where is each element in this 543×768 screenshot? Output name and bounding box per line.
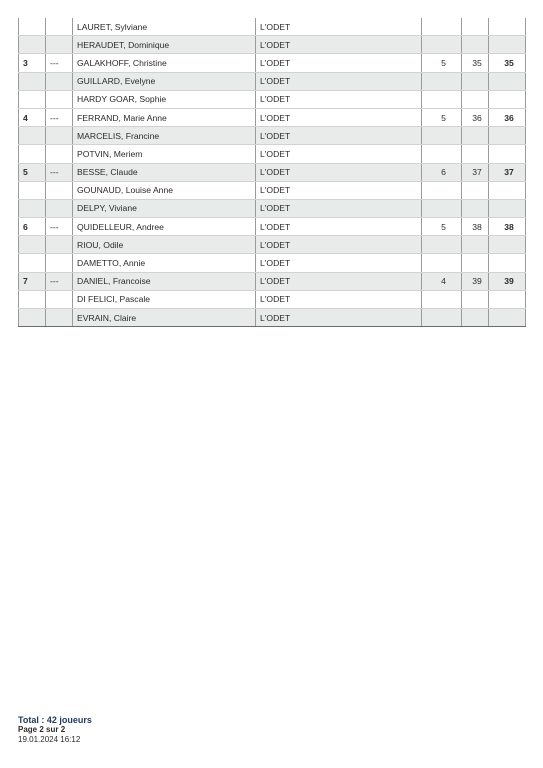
rank-cell: 4 — [19, 108, 46, 126]
table-row — [19, 36, 526, 54]
player-name: HERAUDET, Dominique — [73, 36, 256, 54]
score-col2 — [462, 309, 489, 327]
player-name: QUIDELLEUR, Andree — [73, 218, 256, 236]
score-col1 — [422, 72, 462, 90]
score-col2: 37 — [462, 163, 489, 181]
club-name: L'ODET — [256, 272, 422, 290]
player-name: RIOU, Odile — [73, 236, 256, 254]
table-row — [19, 145, 526, 163]
score-col2 — [462, 145, 489, 163]
club-name: L'ODET — [256, 163, 422, 181]
table-row — [19, 181, 526, 199]
club-name: L'ODET — [256, 90, 422, 108]
table-row — [19, 72, 526, 90]
score-total — [489, 254, 526, 272]
score-total — [489, 290, 526, 308]
player-name: BESSE, Claude — [73, 163, 256, 181]
mark-cell — [46, 181, 73, 199]
score-total — [489, 145, 526, 163]
score-col1 — [422, 18, 462, 36]
mark-cell: --- — [46, 163, 73, 181]
rank-cell: 3 — [19, 54, 46, 72]
print-datetime: 19.01.2024 16:12 — [18, 735, 81, 744]
mark-cell — [46, 309, 73, 327]
rank-cell — [19, 145, 46, 163]
mark-cell: --- — [46, 218, 73, 236]
score-col2: 36 — [462, 108, 489, 126]
player-name: GUILLARD, Evelyne — [73, 72, 256, 90]
club-name: L'ODET — [256, 236, 422, 254]
rank-cell — [19, 18, 46, 36]
table-row — [19, 163, 526, 181]
score-col2 — [462, 36, 489, 54]
rank-cell — [19, 90, 46, 108]
player-name: EVRAIN, Claire — [73, 309, 256, 327]
table-row — [19, 218, 526, 236]
score-col2 — [462, 254, 489, 272]
rank-cell — [19, 199, 46, 217]
player-name: LAURET, Sylviane — [73, 18, 256, 36]
score-total — [489, 36, 526, 54]
club-name: L'ODET — [256, 199, 422, 217]
score-total: 39 — [489, 272, 526, 290]
mark-cell — [46, 18, 73, 36]
rank-cell: 7 — [19, 272, 46, 290]
club-name: L'ODET — [256, 290, 422, 308]
rank-cell — [19, 36, 46, 54]
player-name: GALAKHOFF, Christine — [73, 54, 256, 72]
mark-cell — [46, 90, 73, 108]
score-total — [489, 90, 526, 108]
score-col2 — [462, 90, 489, 108]
rank-cell — [19, 72, 46, 90]
table-row — [19, 254, 526, 272]
score-col1: 5 — [422, 108, 462, 126]
table-row — [19, 127, 526, 145]
mark-cell — [46, 72, 73, 90]
player-name: POTVIN, Meriem — [73, 145, 256, 163]
club-name: L'ODET — [256, 145, 422, 163]
mark-cell: --- — [46, 108, 73, 126]
score-col2 — [462, 18, 489, 36]
score-total — [489, 181, 526, 199]
score-col2 — [462, 127, 489, 145]
score-total — [489, 72, 526, 90]
mark-cell — [46, 199, 73, 217]
club-name: L'ODET — [256, 181, 422, 199]
score-total — [489, 309, 526, 327]
score-col1 — [422, 36, 462, 54]
club-name: L'ODET — [256, 36, 422, 54]
score-col1: 4 — [422, 272, 462, 290]
mark-cell — [46, 36, 73, 54]
score-total: 37 — [489, 163, 526, 181]
score-col1 — [422, 290, 462, 308]
player-name: DAMETTO, Annie — [73, 254, 256, 272]
player-name: DANIEL, Francoise — [73, 272, 256, 290]
club-name: L'ODET — [256, 108, 422, 126]
score-col1 — [422, 309, 462, 327]
rank-cell — [19, 127, 46, 145]
rank-cell: 5 — [19, 163, 46, 181]
score-col2: 39 — [462, 272, 489, 290]
score-col2 — [462, 236, 489, 254]
page-footer — [18, 715, 92, 745]
rank-cell — [19, 290, 46, 308]
score-col2 — [462, 72, 489, 90]
score-col1: 5 — [422, 218, 462, 236]
score-col1 — [422, 254, 462, 272]
club-name: L'ODET — [256, 218, 422, 236]
score-col1 — [422, 199, 462, 217]
rank-cell — [19, 236, 46, 254]
score-total — [489, 127, 526, 145]
results-table — [18, 18, 526, 327]
club-name: L'ODET — [256, 54, 422, 72]
mark-cell: --- — [46, 54, 73, 72]
score-total — [489, 199, 526, 217]
club-name: L'ODET — [256, 254, 422, 272]
table-row — [19, 108, 526, 126]
player-name: MARCELIS, Francine — [73, 127, 256, 145]
player-name: DELPY, Viviane — [73, 199, 256, 217]
score-col1 — [422, 236, 462, 254]
table-row — [19, 54, 526, 72]
table-row — [19, 199, 526, 217]
table-row — [19, 290, 526, 308]
score-total: 35 — [489, 54, 526, 72]
mark-cell — [46, 145, 73, 163]
score-col2: 38 — [462, 218, 489, 236]
rank-cell — [19, 181, 46, 199]
club-name: L'ODET — [256, 127, 422, 145]
score-col1: 6 — [422, 163, 462, 181]
table-row — [19, 309, 526, 327]
player-name: DI FELICI, Pascale — [73, 290, 256, 308]
player-name: HARDY GOAR, Sophie — [73, 90, 256, 108]
score-total — [489, 236, 526, 254]
score-col2 — [462, 199, 489, 217]
table-row — [19, 236, 526, 254]
player-total: Total : 42 joueurs — [18, 715, 92, 725]
score-total — [489, 18, 526, 36]
score-col2: 35 — [462, 54, 489, 72]
score-total: 36 — [489, 108, 526, 126]
mark-cell — [46, 290, 73, 308]
rank-cell: 6 — [19, 218, 46, 236]
score-col2 — [462, 181, 489, 199]
page-number: Page 2 sur 2 — [18, 725, 66, 734]
mark-cell: --- — [46, 272, 73, 290]
player-name: FERRAND, Marie Anne — [73, 108, 256, 126]
score-total: 38 — [489, 218, 526, 236]
score-col2 — [462, 290, 489, 308]
table-row — [19, 90, 526, 108]
score-col1 — [422, 181, 462, 199]
club-name: L'ODET — [256, 72, 422, 90]
club-name: L'ODET — [256, 309, 422, 327]
score-col1 — [422, 90, 462, 108]
mark-cell — [46, 236, 73, 254]
score-col1: 5 — [422, 54, 462, 72]
club-name: L'ODET — [256, 18, 422, 36]
rank-cell — [19, 254, 46, 272]
player-name: GOUNAUD, Louise Anne — [73, 181, 256, 199]
score-col1 — [422, 145, 462, 163]
score-col1 — [422, 127, 462, 145]
rank-cell — [19, 309, 46, 327]
mark-cell — [46, 254, 73, 272]
table-row — [19, 272, 526, 290]
table-row — [19, 18, 526, 36]
mark-cell — [46, 127, 73, 145]
